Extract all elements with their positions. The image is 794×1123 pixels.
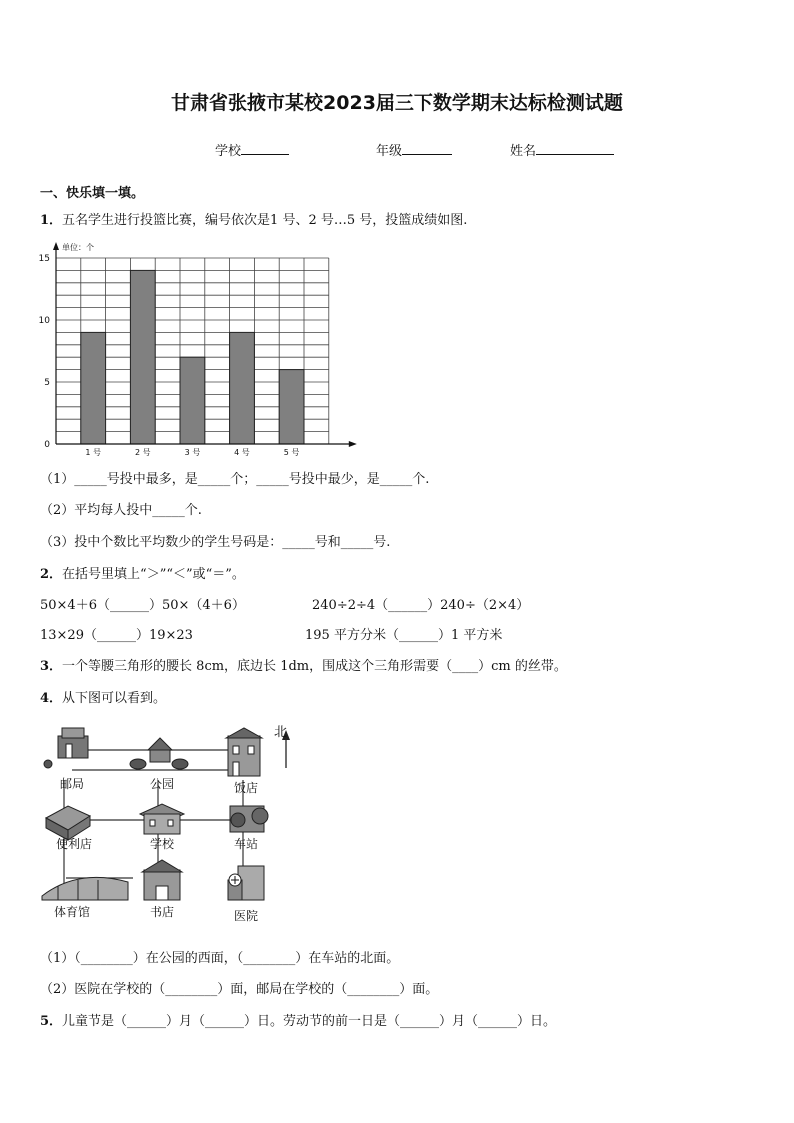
x-axis-arrow — [349, 441, 357, 447]
question-number: 5． — [40, 1014, 63, 1029]
grade-blank[interactable] — [402, 142, 452, 155]
compare-item-a: 50×4＋6（______）50×（4＋6） — [40, 598, 245, 613]
park-icon — [130, 738, 188, 769]
stadium-icon — [42, 877, 128, 900]
y-tick-label: 5 — [44, 378, 50, 388]
x-tick-label: 5 号 — [283, 448, 300, 457]
station-icon — [230, 806, 268, 832]
question-text: 五名学生进行投篮比赛，编号依次是1 号、2 号…5 号，投篮成绩如图. — [62, 213, 468, 228]
question-1-sub-1: （1）_____号投中最多，是_____个；_____号投中最少，是_____个. — [40, 472, 430, 487]
unit-label: 单位：个 — [62, 243, 94, 252]
chart-labels — [39, 242, 300, 457]
question-1-sub-3: （3）投中个数比平均数少的学生号码是：_____号和_____号. — [40, 535, 391, 550]
restaurant-icon — [226, 728, 262, 776]
bar-2 — [130, 270, 155, 444]
question-number: 1． — [40, 213, 63, 228]
question-4-sub-1: （1）（________）在公园的西面，（________）在车站的北面。 — [40, 951, 400, 966]
place-label-post-office: 邮局 — [60, 777, 85, 791]
question-number: 4． — [40, 691, 63, 706]
question-text: 在括号里填上“＞”“＜”或“＝”。 — [62, 567, 245, 582]
question-3 — [40, 655, 567, 674]
map-place-labels — [54, 776, 258, 923]
page-title: 甘肃省张掖市某校2023届三下数学期末达标检测试题 — [171, 92, 623, 114]
place-label-bookstore: 书店 — [150, 905, 175, 919]
name-label: 姓名 — [510, 144, 537, 159]
place-label-station: 车站 — [234, 837, 259, 851]
compare-item-b: 240÷2÷4（______）240÷（2×4） — [312, 598, 530, 613]
question-number: 2． — [40, 567, 63, 582]
grade-field — [376, 140, 452, 159]
question-5 — [40, 1010, 556, 1029]
question-text: 从下图可以看到。 — [62, 691, 167, 706]
bar-3 — [180, 357, 205, 444]
bar-chart — [30, 236, 370, 460]
question-1-sub-2: （2）平均每人投中_____个. — [40, 503, 202, 518]
section-heading: 一、快乐填一填。 — [40, 186, 145, 201]
y-tick-label: 10 — [38, 316, 50, 326]
hospital-icon — [228, 866, 264, 900]
name-field — [510, 140, 614, 159]
bar-4 — [230, 332, 255, 444]
question-2 — [40, 563, 245, 582]
school-field — [215, 140, 289, 159]
school-blank[interactable] — [241, 142, 289, 155]
place-label-park: 公园 — [150, 777, 175, 791]
x-tick-label: 4 号 — [234, 448, 250, 457]
compare-item-c: 13×29（______）19×23 — [40, 628, 193, 643]
x-tick-label: 1 号 — [85, 448, 102, 457]
question-4-sub-2: （2）医院在学校的（________）面，邮局在学校的（________）面。 — [40, 982, 439, 997]
y-tick-label: 0 — [44, 440, 50, 450]
bookstore-icon — [142, 860, 182, 900]
grade-label: 年级 — [376, 144, 403, 159]
place-label-stadium: 体育馆 — [54, 905, 91, 919]
place-label-convenience-store: 便利店 — [56, 837, 93, 851]
question-text: 儿童节是（______）月（______）日。劳动节的前一日是（______）月（______）日。 — [62, 1014, 557, 1029]
map-diagram — [38, 720, 298, 930]
x-tick-label: 2 号 — [134, 448, 151, 457]
place-label-hospital: 医院 — [234, 909, 259, 923]
name-blank[interactable] — [536, 142, 614, 155]
y-tick-label: 15 — [38, 254, 50, 264]
school-label: 学校 — [215, 144, 242, 159]
question-number: 3． — [40, 659, 63, 674]
post-office-icon — [44, 728, 88, 768]
place-label-school: 学校 — [150, 837, 175, 851]
school-icon — [140, 804, 184, 834]
place-label-restaurant: 饭店 — [234, 781, 259, 795]
north-label: 北 — [274, 725, 288, 740]
question-text: 一个等腰三角形的腰长 8cm，底边长 1dm，围成这个三角形需要（____）cm 的丝带。 — [62, 659, 567, 674]
bar-5 — [279, 370, 304, 444]
compare-item-d: 195 平方分米（______）1 平方米 — [305, 628, 503, 643]
bar-1 — [81, 332, 106, 444]
y-axis-arrow — [53, 242, 59, 250]
convenience-store-icon — [46, 806, 90, 840]
x-tick-label: 3 号 — [184, 448, 201, 457]
question-1 — [40, 209, 467, 228]
question-4 — [40, 687, 166, 706]
